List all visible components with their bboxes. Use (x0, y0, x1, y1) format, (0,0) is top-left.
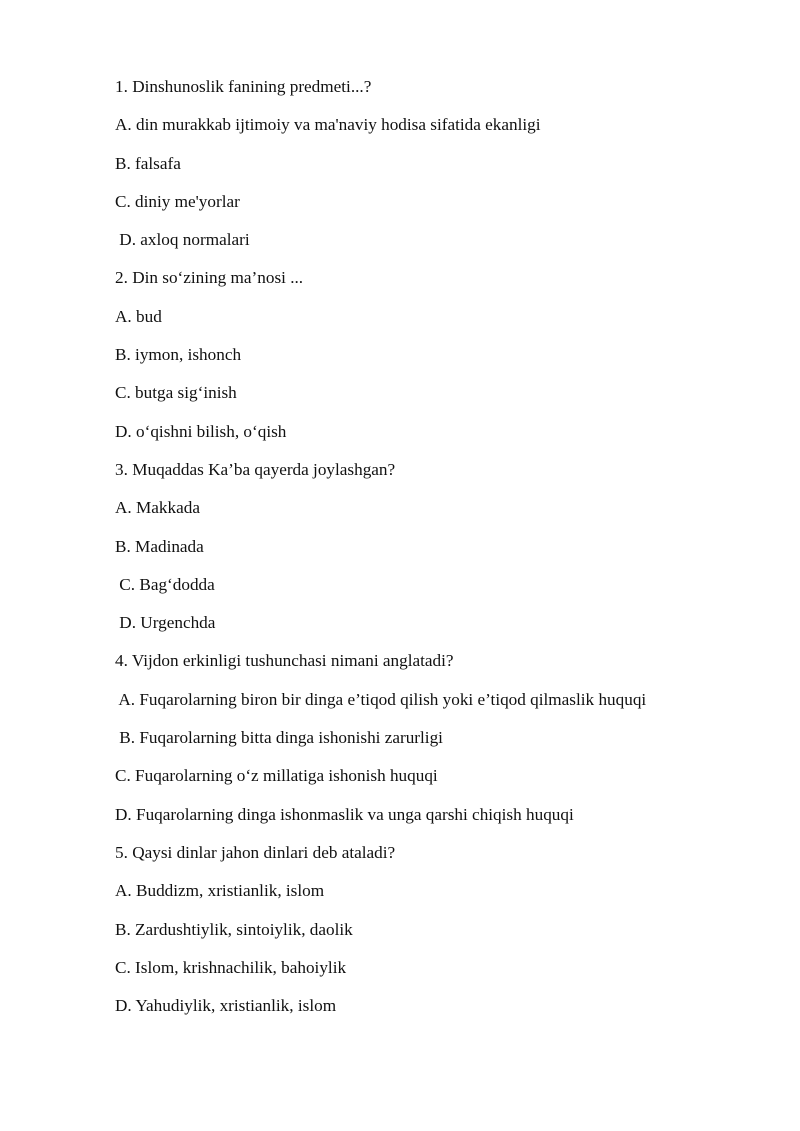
answer-option-c: C. Fuqarolarning o‘z millatiga ishonish huquqi (115, 766, 438, 786)
answer-option-b: B. Fuqarolarning bitta dinga ishonishi zarurligi (115, 728, 443, 748)
answer-option-b: B. Madinada (115, 536, 204, 556)
quiz-content (115, 76, 755, 1033)
answer-option-c: C. diniy me'yorlar (115, 191, 240, 211)
question-text: 5. Qaysi dinlar jahon dinlari deb ataladi? (115, 842, 396, 862)
answer-option-a: A. din murakkab ijtimoiy va ma'naviy hodisa sifatida ekanligi (115, 115, 541, 135)
answer-option-d: D. Yahudiylik, xristianlik, islom (115, 996, 337, 1016)
question-block-2 (115, 267, 755, 442)
question-block-3 (115, 459, 755, 634)
answer-option-d: D. Fuqarolarning dinga ishonmaslik va unga qarshi chiqish huquqi (115, 804, 574, 824)
answer-option-d: D. Urgenchda (115, 613, 216, 633)
question-block-5 (115, 842, 755, 1017)
answer-option-a: A. Fuqarolarning biron bir dinga e’tiqod qilish yoki e’tiqod qilmaslik huquqi (115, 689, 647, 709)
answer-option-b: B. Zardushtiylik, sintoiylik, daolik (115, 919, 353, 939)
answer-option-c: C. Islom, krishnachilik, bahoiylik (115, 957, 347, 977)
question-text: 1. Dinshunoslik fanining predmeti...? (115, 77, 372, 96)
answer-option-d: D. axloq normalari (115, 230, 250, 250)
answer-option-c: C. butga sig‘inish (115, 383, 237, 403)
question-text: 4. Vijdon erkinligi tushunchasi nimani anglatadi? (115, 651, 454, 671)
answer-option-b: B. iymon, ishonch (115, 345, 242, 365)
question-block-1 (115, 76, 755, 251)
question-text: 2. Din so‘zining ma’nosi ... (115, 268, 304, 288)
answer-option-a: A. bud (115, 306, 162, 326)
answer-option-c: C. Bag‘dodda (115, 574, 215, 594)
answer-option-d: D. o‘qishni bilish, o‘qish (115, 421, 287, 441)
answer-option-a: A. Buddizm, xristianlik, islom (115, 881, 325, 901)
answer-option-b: B. falsafa (115, 153, 181, 173)
answer-option-a: A. Makkada (115, 498, 200, 518)
question-text: 3. Muqaddas Ka’ba qayerda joylashgan? (115, 459, 396, 479)
question-block-4 (115, 650, 755, 825)
